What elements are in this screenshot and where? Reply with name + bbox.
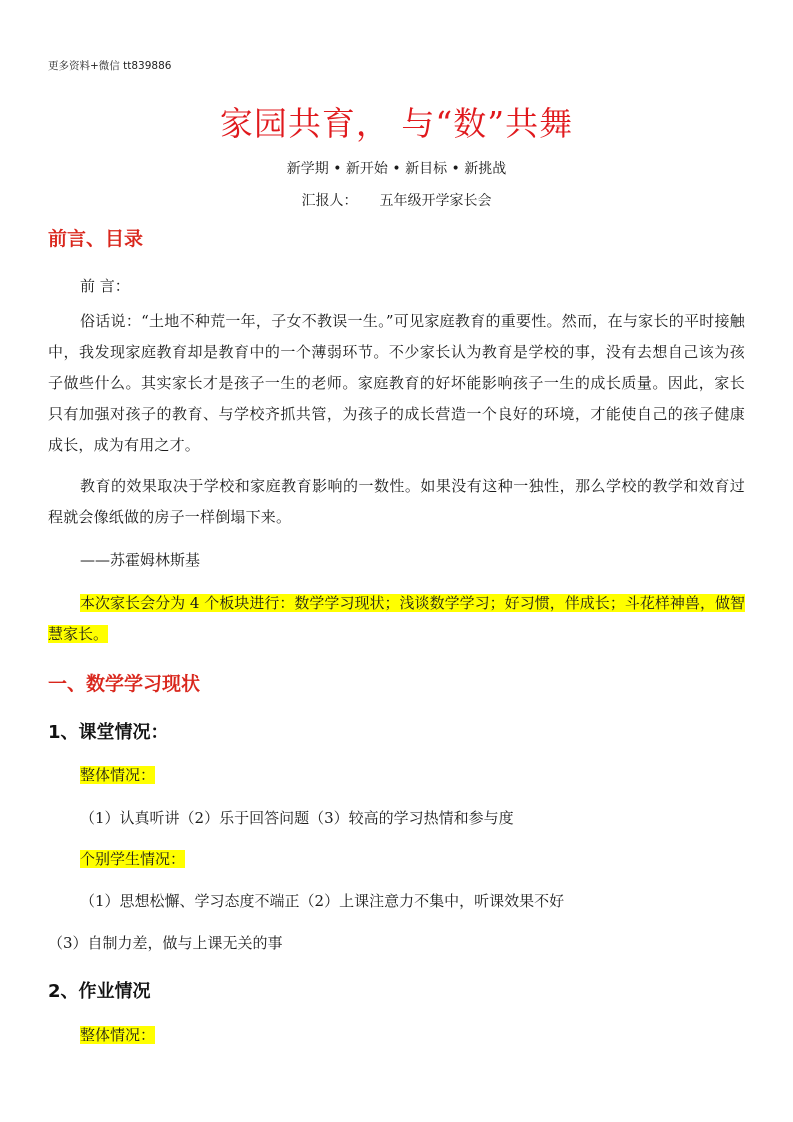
classroom-heading: 1、课堂情况： bbox=[48, 722, 169, 743]
homework-overall-label-text: 整体情况： bbox=[80, 1026, 156, 1044]
page-title: 家园共育， 与“数”共舞 bbox=[219, 104, 574, 143]
classroom-overall-items: （1）认真听讲（2）乐于回答问题（3）较高的学习热情和参与度 bbox=[80, 809, 514, 827]
section-one-heading: 一、数学学习现状 bbox=[48, 673, 201, 695]
reporter-value: 五年级开学家长会 bbox=[379, 193, 492, 209]
classroom-overall-label bbox=[80, 764, 155, 786]
meeting-outline-text: 本次家长会分为 4 个板块进行：数学学习现状；浅谈数学学习；好习惯，伴成长；斗花样神兽，做智慧家长。 bbox=[48, 594, 745, 643]
meeting-outline bbox=[48, 588, 745, 650]
header-note: 更多资料+微信 tt839886 bbox=[48, 60, 172, 72]
classroom-individual-items-2: （3）自制力差，做与上课无关的事 bbox=[48, 934, 283, 952]
classroom-individual-items-1: （1）思想松懈、学习态度不端正（2）上课注意力不集中，听课效果不好 bbox=[80, 892, 565, 910]
classroom-individual-label bbox=[80, 848, 185, 870]
preface-heading: 前言、目录 bbox=[48, 228, 144, 250]
classroom-individual-label-text: 个别学生情况： bbox=[80, 850, 186, 868]
reporter-label: 汇报人： bbox=[301, 193, 358, 209]
preface-paragraph-2: 教育的效果取决于学校和家庭教育影响的一数性。如果没有这种一独性，那么学校的教学和效育过程就会像纸做的房子一样倒塌下来。 bbox=[48, 477, 745, 526]
preface-label: 前 言： bbox=[80, 277, 130, 295]
preface-paragraph-1: 俗话说：“土地不种荒一年，子女不教误一生。”可见家庭教育的重要性。然而，在与家长的平时接触中，我发现家庭教育却是教育中的一个薄弱环节。不少家长认为教育是学校的事，没有去想自己该为孩子做些什么。其实家长才是孩子一生的老师。家庭教育的好坏能影响孩子一生的成长质量。因此，家长只有加强对孩子的教育、与学校齐抓共管，为孩子的成长营造一个良好的环境，才能使自己的孩子健康成长，成为有用之才。 bbox=[48, 312, 745, 454]
classroom-overall-label-text: 整体情况： bbox=[80, 766, 156, 784]
quote-author: ——苏霍姆林斯基 bbox=[80, 551, 201, 569]
homework-heading: 2、作业情况 bbox=[48, 981, 151, 1002]
reporter-line bbox=[0, 190, 793, 210]
homework-overall-label bbox=[80, 1024, 155, 1046]
page-subtitle: 新学期 • 新开始 • 新目标 • 新挑战 bbox=[286, 161, 507, 177]
